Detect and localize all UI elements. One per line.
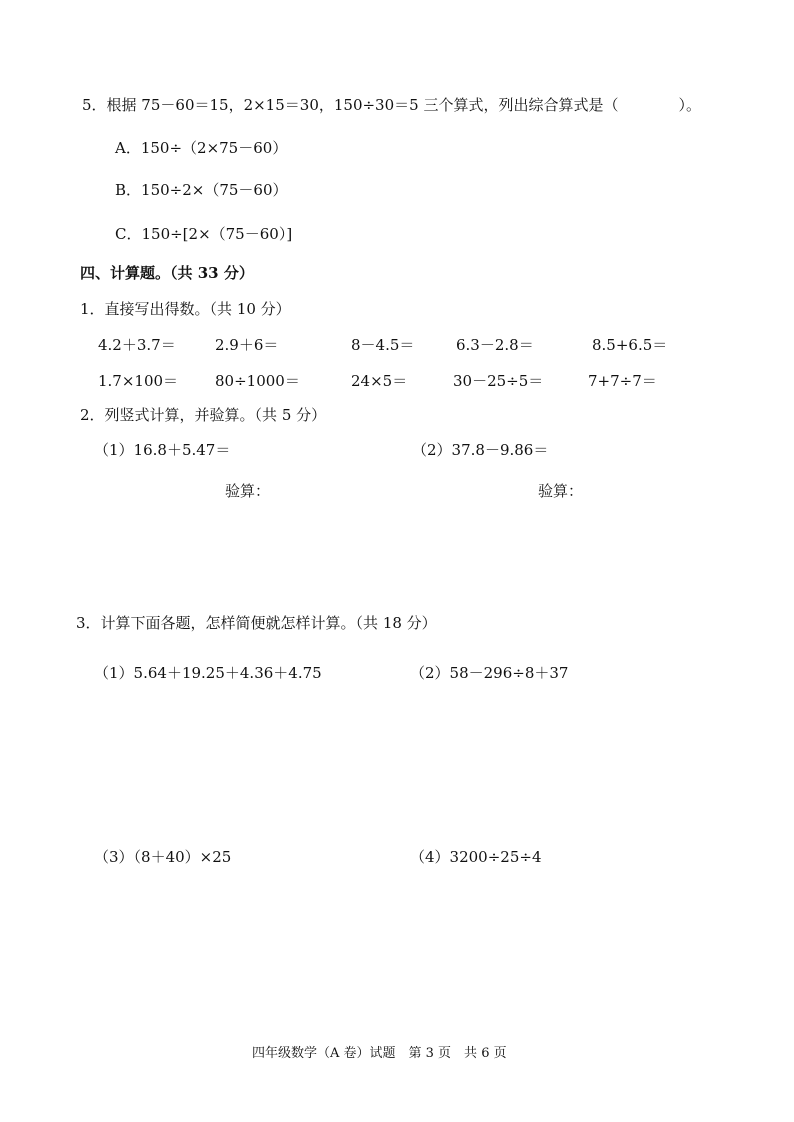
- mental-math-item: 24×5＝: [351, 372, 408, 390]
- mental-math-item: 7+7÷7＝: [588, 372, 657, 390]
- part-2-title: 2．列竖式计算，并验算。（共 5 分）: [80, 406, 327, 424]
- mental-math-item: 6.3－2.8＝: [456, 336, 534, 354]
- mental-math-item: 2.9＋6＝: [215, 336, 279, 354]
- page-footer: 四年级数学（A 卷）试题 第 3 页 共 6 页: [252, 1046, 507, 1061]
- vertical-calc-item-2: （2）37.8－9.86＝: [412, 441, 549, 459]
- mental-math-item: 4.2＋3.7＝: [98, 336, 176, 354]
- simplify-item-3: （3）（8＋40）×25: [94, 848, 232, 866]
- check-label: 验算：: [225, 482, 271, 500]
- mental-math-item: 8－4.5＝: [351, 336, 415, 354]
- section-4-heading: 四、计算题。（共 33 分）: [80, 264, 254, 282]
- simplify-item-2: （2）58－296÷8＋37: [410, 664, 569, 682]
- mental-math-item: 30－25÷5＝: [453, 372, 544, 390]
- question-5-option-a: A．150÷（2×75－60）: [115, 139, 288, 157]
- simplify-item-4: （4）3200÷25÷4: [410, 848, 542, 866]
- check-label: 验算：: [538, 482, 584, 500]
- question-5-option-c: C．150÷[2×（75－60）]: [115, 225, 293, 243]
- mental-math-item: 8.5+6.5＝: [592, 336, 668, 354]
- question-5-stem: 5．根据 75－60＝15，2×15＝30，150÷30＝5 三个算式，列出综合算式是（ ）。: [82, 96, 701, 114]
- question-5-option-b: B．150÷2×（75－60）: [115, 181, 288, 199]
- vertical-calc-item-1: （1）16.8＋5.47＝: [94, 441, 231, 459]
- mental-math-item: 80÷1000＝: [215, 372, 300, 390]
- part-3-title: 3．计算下面各题，怎样简便就怎样计算。（共 18 分）: [76, 614, 437, 632]
- part-1-title: 1．直接写出得数。（共 10 分）: [80, 300, 291, 318]
- simplify-item-1: （1）5.64＋19.25＋4.36＋4.75: [94, 664, 322, 682]
- mental-math-item: 1.7×100＝: [98, 372, 179, 390]
